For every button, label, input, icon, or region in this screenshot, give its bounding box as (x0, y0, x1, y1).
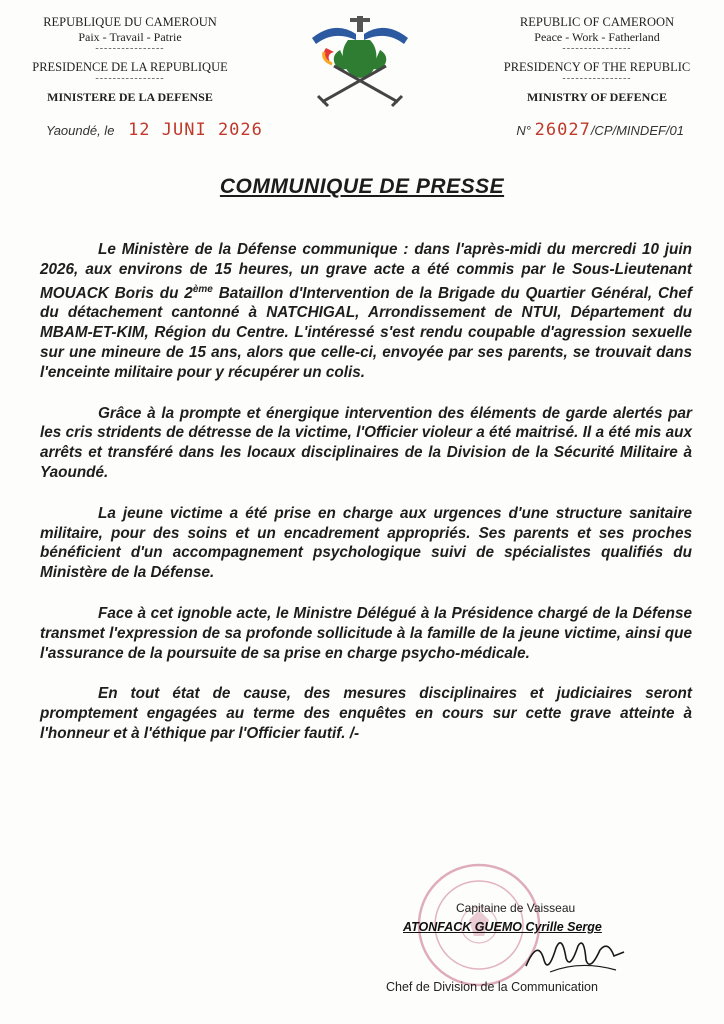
header-divider: ---------------- (95, 73, 165, 84)
paragraph: En tout état de cause, des mesures disciplinaires et judiciaires seront promptement engagées au terme des enquêtes en cours sur cette grave atteinte à l'honneur et à l'éthique par l'Officier fautif. /- (40, 685, 692, 743)
presidency-fr: PRESIDENCE DE LA REPUBLIQUE (32, 60, 228, 74)
ministry-emblem-icon (300, 10, 420, 110)
motto-en: Peace - Work - Fatherland (534, 30, 660, 44)
date-line (46, 120, 263, 140)
header-right-block (492, 14, 702, 105)
date-stamp: 12 JUNI 2026 (128, 120, 263, 140)
header-left-block (30, 14, 230, 105)
header-divider: ---------------- (562, 73, 632, 84)
document-title: COMMUNIQUE DE PRESSE (219, 175, 505, 198)
body-text (40, 240, 692, 765)
paragraph: La jeune victime a été prise en charge aux urgences d'une structure sanitaire militaire, pour des soins et un encadrement appropriés. Ses parents et ses proches bénéficient d'un accompagnement psychologique suivi de spécialistes qualifiés du Ministère de la Défense. (40, 504, 692, 582)
country-fr: REPUBLIQUE DU CAMEROUN (43, 15, 217, 29)
signatory-rank: Capitaine de Vaisseau (456, 901, 576, 915)
ministry-fr: MINISTERE DE LA DEFENSE (47, 90, 213, 104)
presidency-en: PRESIDENCY OF THE REPUBLIC (503, 60, 691, 74)
paragraph: Le Ministère de la Défense communique : dans l'après-midi du mercredi 10 juin 2026, aux environs de 15 heures, un grave acte a été commis par le Sous-Lieutenant MOUACK Boris du 2ème Bataillon d'Intervention de la Brigade du Quartier Général, Chef du détachement cantonné à NATCHIGAL, Arrondissement de NTUI, Département du MBAM-ET-KIM, Région du Centre. L'intéressé s'est rendu coupable d'agression sexuelle sur une mineure de 15 ans, alors que celle-ci, envoyée par ses parents, se trouvait dans l'enceinte militaire pour y récupérer un colis. (40, 241, 692, 381)
reference-number: 26027 (534, 120, 591, 140)
reference-line (516, 120, 684, 140)
date-label: Yaoundé, le (46, 123, 115, 138)
ministry-en: MINISTRY OF DEFENCE (526, 90, 668, 104)
reference-suffix: /CP/MINDEF/01 (590, 123, 684, 138)
signatory-title: Chef de Division de la Communication (386, 980, 598, 994)
paragraph: Face à cet ignoble acte, le Ministre Délégué à la Présidence chargé de la Défense transmet l'expression de sa profonde sollicitude à la famille de la jeune victime, ainsi que l'assurance de la poursuite de sa prise en charge psycho-médicale. (40, 605, 692, 662)
reference-prefix: N° (516, 123, 531, 138)
signatory-name: ATONFACK GUEMO Cyrille Serge (403, 920, 602, 934)
paragraph: Grâce à la prompte et énergique intervention des éléments de garde alertés par les cris stridents de détresse de la victime, l'Officier violeur a été maitrisé. Il a été mis aux arrêts et transféré dans les locaux disciplinaires de la Division de la Sécurité Militaire à Yaoundé. (40, 404, 692, 482)
header-divider: ---------------- (95, 43, 165, 54)
handwritten-signature-icon (520, 930, 630, 980)
header-divider: ---------------- (562, 43, 632, 54)
country-en: REPUBLIC OF CAMEROON (519, 15, 675, 29)
motto-fr: Paix - Travail - Patrie (78, 30, 182, 44)
